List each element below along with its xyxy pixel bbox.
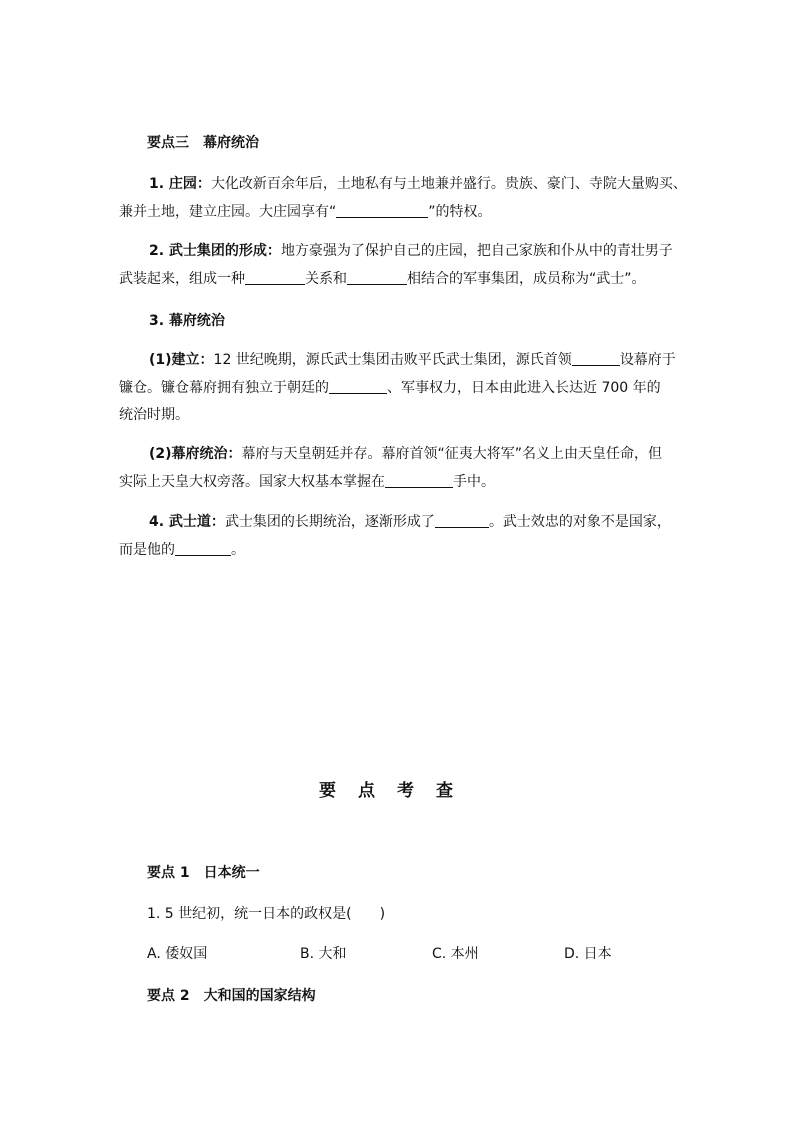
option-a[interactable]: A. 倭奴国 xyxy=(147,946,208,962)
p3a-label: (1)建立： xyxy=(149,352,214,368)
p3b-label: (2)幕府统治： xyxy=(149,446,242,462)
fill-blank[interactable] xyxy=(336,203,428,218)
p4-label: 4. 武士道： xyxy=(149,514,225,530)
p4-line1 xyxy=(149,512,671,532)
p3a-line1 xyxy=(149,350,676,370)
option-d[interactable]: D. 日本 xyxy=(564,946,612,962)
p3a-line2b: 、军事权力，日本由此进入长达近 700 年的 xyxy=(387,380,661,396)
fill-blank[interactable] xyxy=(245,270,305,285)
point2-heading: 要点 2 大和国的国家结构 xyxy=(147,988,316,1004)
p1-line2b: ”的特权。 xyxy=(428,204,492,220)
option-b[interactable]: B. 大和 xyxy=(300,946,347,962)
p2-line1 xyxy=(149,241,673,261)
p4-line2 xyxy=(119,540,245,560)
p3a-line2a: 镰仓。镰仓幕府拥有独立于朝廷的 xyxy=(119,380,329,396)
review-title: 要点考查 xyxy=(319,781,475,801)
p2-line2a: 武装起来，组成一种 xyxy=(119,271,245,287)
p1-line1 xyxy=(149,174,687,194)
fill-blank[interactable] xyxy=(435,513,489,528)
fill-blank[interactable] xyxy=(175,541,231,556)
p3b-line2 xyxy=(119,472,495,492)
p2-label: 2. 武士集团的形成： xyxy=(149,243,281,259)
p1-label: 1. 庄园： xyxy=(149,176,211,192)
p3b-text1: 幕府与天皇朝廷并存。幕府首领“征夷大将军”名义上由天皇任命，但 xyxy=(241,446,663,462)
p4-line2a: 而是他的 xyxy=(119,542,175,558)
fill-blank[interactable] xyxy=(329,379,387,394)
p3b-line1 xyxy=(149,444,662,464)
p3a-text1a: 12 世纪晚期，源氏武士集团击败平氏武士集团，源氏首领 xyxy=(213,352,572,368)
p3-heading: 3. 幕府统治 xyxy=(149,313,225,329)
p2-line2 xyxy=(119,269,646,289)
point1-heading: 要点 1 日本统一 xyxy=(147,865,260,881)
p3a-line3: 统治时期。 xyxy=(119,407,189,423)
p2-line2b: 关系和 xyxy=(305,271,347,287)
p1-line2 xyxy=(119,202,492,222)
p4-text1a: 武士集团的长期统治，逐渐形成了 xyxy=(224,514,435,530)
fill-blank[interactable] xyxy=(385,473,453,488)
p1-line2a: 兼并土地，建立庄园。大庄园享有“ xyxy=(119,204,337,220)
p4-text1b: 。武士效忠的对象不是国家， xyxy=(488,514,671,530)
option-c[interactable]: C. 本州 xyxy=(432,946,479,962)
p3a-text1b: 设幕府于 xyxy=(619,352,676,368)
fill-blank[interactable] xyxy=(572,351,620,366)
p3b-line2b: 手中。 xyxy=(453,474,495,490)
section3-heading: 要点三 幕府统治 xyxy=(147,135,259,151)
p4-line2b: 。 xyxy=(231,542,245,558)
question-1: 1. 5 世纪初，统一日本的政权是( ) xyxy=(147,906,386,922)
p2-line2c: 相结合的军事集团，成员称为“武士”。 xyxy=(407,271,646,287)
fill-blank[interactable] xyxy=(347,270,407,285)
p3b-line2a: 实际上天皇大权旁落。国家大权基本掌握在 xyxy=(119,474,385,490)
p2-text1: 地方豪强为了保护自己的庄园，把自己家族和仆从中的青壮男子 xyxy=(280,243,673,259)
p1-text1: 大化改新百余年后，土地私有与土地兼并盛行。贵族、豪门、寺院大量购买、 xyxy=(210,176,687,192)
p3a-line2 xyxy=(119,378,661,398)
